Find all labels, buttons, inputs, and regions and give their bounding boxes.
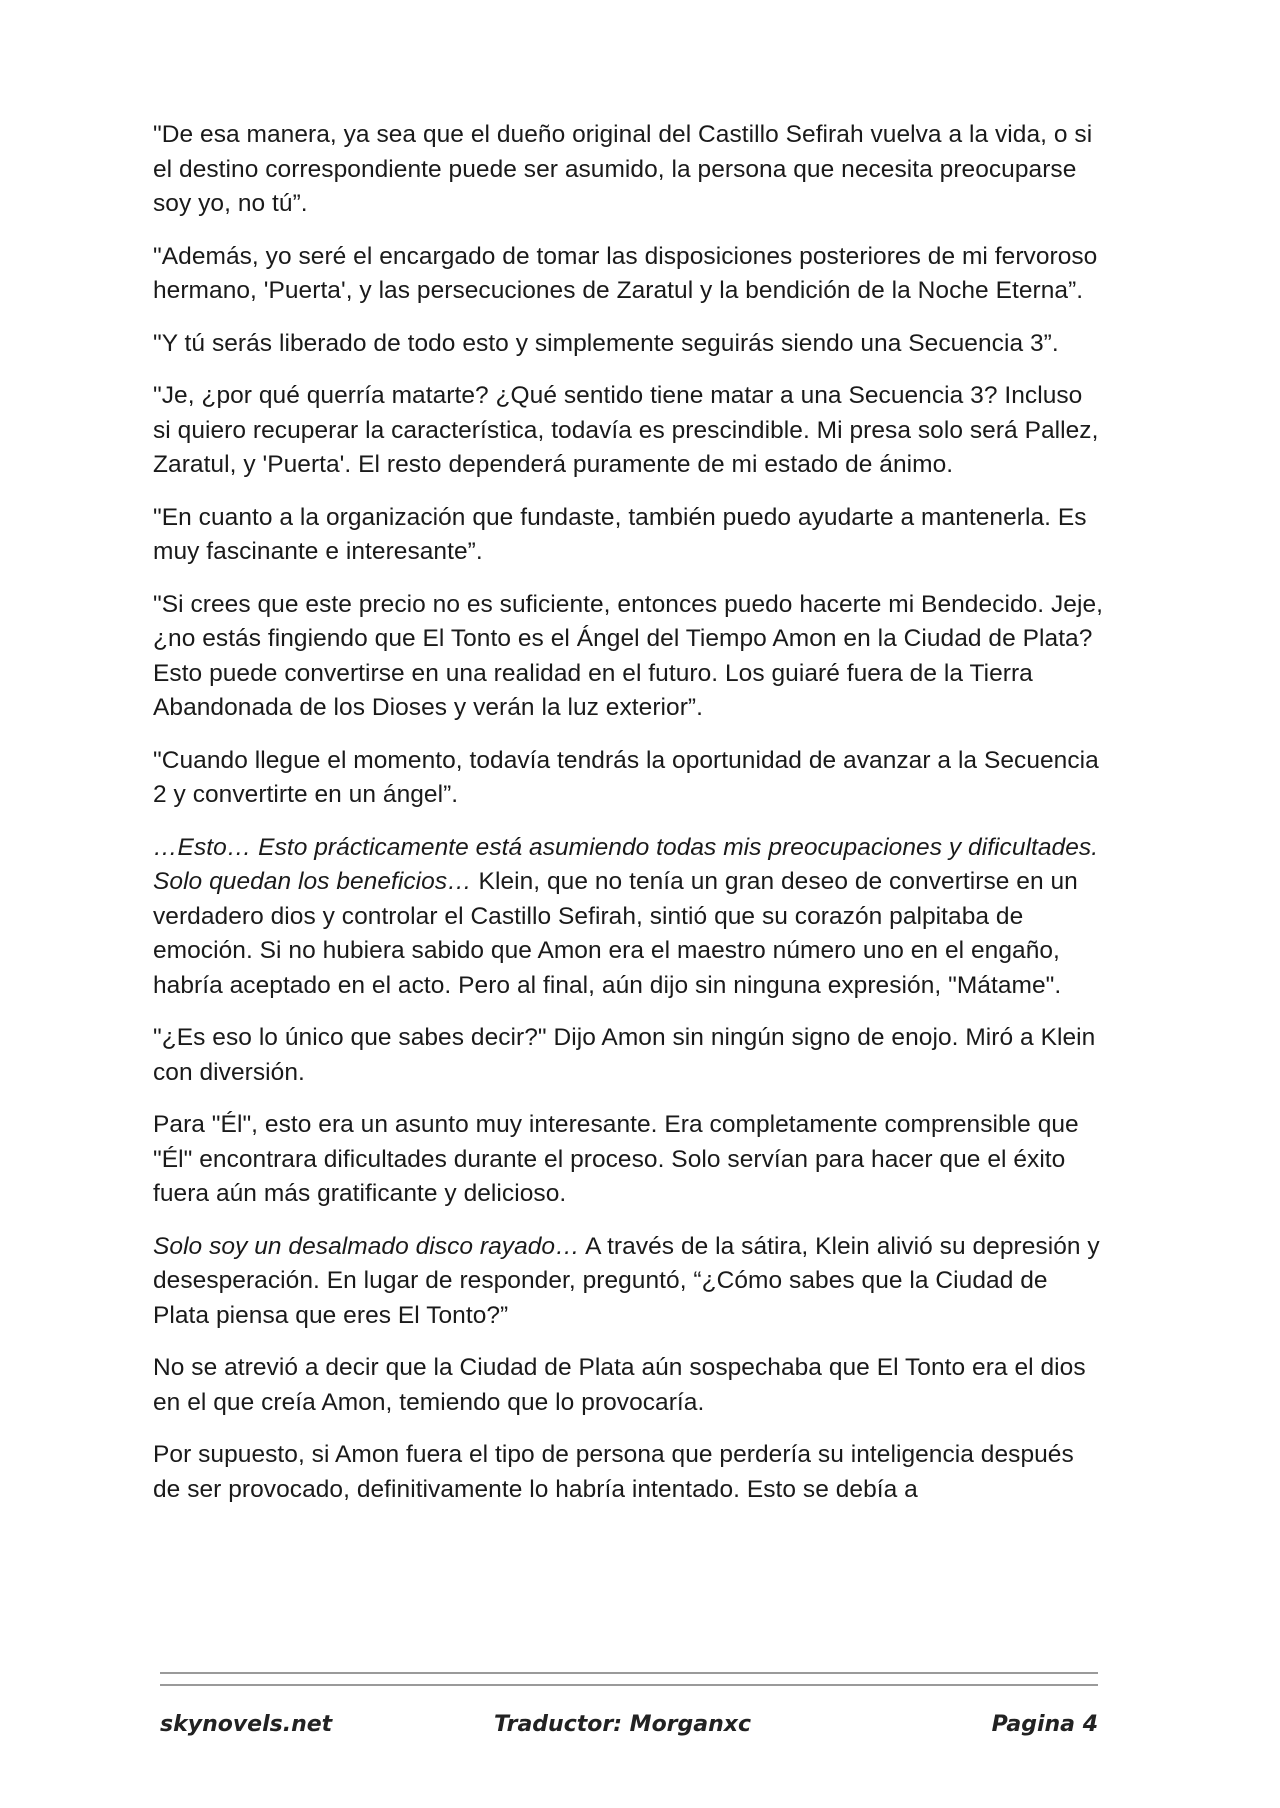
paragraph: "De esa manera, ya sea que el dueño original del Castillo Sefirah vuelva a la vida, o si el destino correspondiente puede ser asumido, la persona que necesita preocuparse soy yo, no tú”. [153,121,1093,217]
footer-divider [160,1672,1098,1696]
paragraph: No se atrevió a decir que la Ciudad de Plata aún sospechaba que El Tonto era el dios en el que creía Amon, temiendo que lo provocaría. [153,1354,1086,1416]
divider-line [160,1672,1098,1674]
divider-line [160,1684,1098,1686]
italic-thought: Solo soy un desalmado disco rayado… [153,1232,580,1260]
document-body [153,118,1103,1525]
footer-page-number: Pagina 4 [991,1712,1098,1737]
paragraph: Por supuesto, si Amon fuera el tipo de persona que perdería su inteligencia después de ser provocado, definitivamente lo habría intentado. Esto se debía a [153,1441,1074,1503]
footer-translator: Traductor: Morganxc [494,1712,752,1737]
italic-thought: …Esto… Esto prácticamente está asumiendo todas mis preocupaciones y dificultades. Solo quedan los beneficios… [153,833,1099,895]
paragraph: …Esto… Esto prácticamente está asumiendo todas mis preocupaciones y dificultades. Solo quedan los beneficios… Klein, que no tenía un gran deseo de convertirse en un verdadero dios y controlar el Castillo Sefirah, sintió que su corazón palpitaba de emoción. Si no hubiera sabido que Amon era el maestro número uno en el engaño, habría aceptado en el acto. Pero al final, aún dijo sin ninguna expresión, "Mátame". [153,833,1099,999]
paragraph: "Si crees que este precio no es suficiente, entonces puedo hacerte mi Bendecido. Jeje, ¿no estás fingiendo que El Tonto es el Ángel del Tiempo Amon en la Ciudad de Plata? Esto puede convertirse en una realidad en el futuro. Los guiaré fuera de la Tierra Abandonada de los Dioses y verán la luz exterior”. [153,590,1104,721]
paragraph: "Además, yo seré el encargado de tomar las disposiciones posteriores de mi fervoroso hermano, 'Puerta', y las persecuciones de Zaratul y la bendición de la Noche Eterna”. [153,242,1098,304]
paragraph: "Y tú serás liberado de todo esto y simplemente seguirás siendo una Secuencia 3”. [153,329,1059,357]
paragraph: Solo soy un desalmado disco rayado… A través de la sátira, Klein alivió su depresión y desesperación. En lugar de responder, preguntó, “¿Cómo sabes que la Ciudad de Plata piensa que eres El Tonto?” [153,1232,1100,1329]
paragraph: "Je, ¿por qué querría matarte? ¿Qué sentido tiene matar a una Secuencia 3? Incluso si quiero recuperar la característica, todavía es prescindible. Mi presa solo será Pallez, Zaratul, y 'Puerta'. El resto dependerá puramente de mi estado de ánimo. [153,382,1099,478]
paragraph: "¿Es eso lo único que sabes decir?" Dijo Amon sin ningún signo de enojo. Miró a Klein con diversión. [153,1024,1096,1086]
paragraph: "En cuanto a la organización que fundaste, también puedo ayudarte a mantenerla. Es muy fascinante e interesante”. [153,503,1087,565]
paragraph: "Cuando llegue el momento, todavía tendrás la oportunidad de avanzar a la Secuencia 2 y convertirte en un ángel”. [153,746,1099,808]
footer-site: skynovels.net [160,1712,333,1737]
paragraph: Para "Él", esto era un asunto muy interesante. Era completamente comprensible que "Él" encontrara dificultades durante el proceso. Solo servían para hacer que el éxito fuera aún más gratificante y delicioso. [153,1111,1079,1207]
